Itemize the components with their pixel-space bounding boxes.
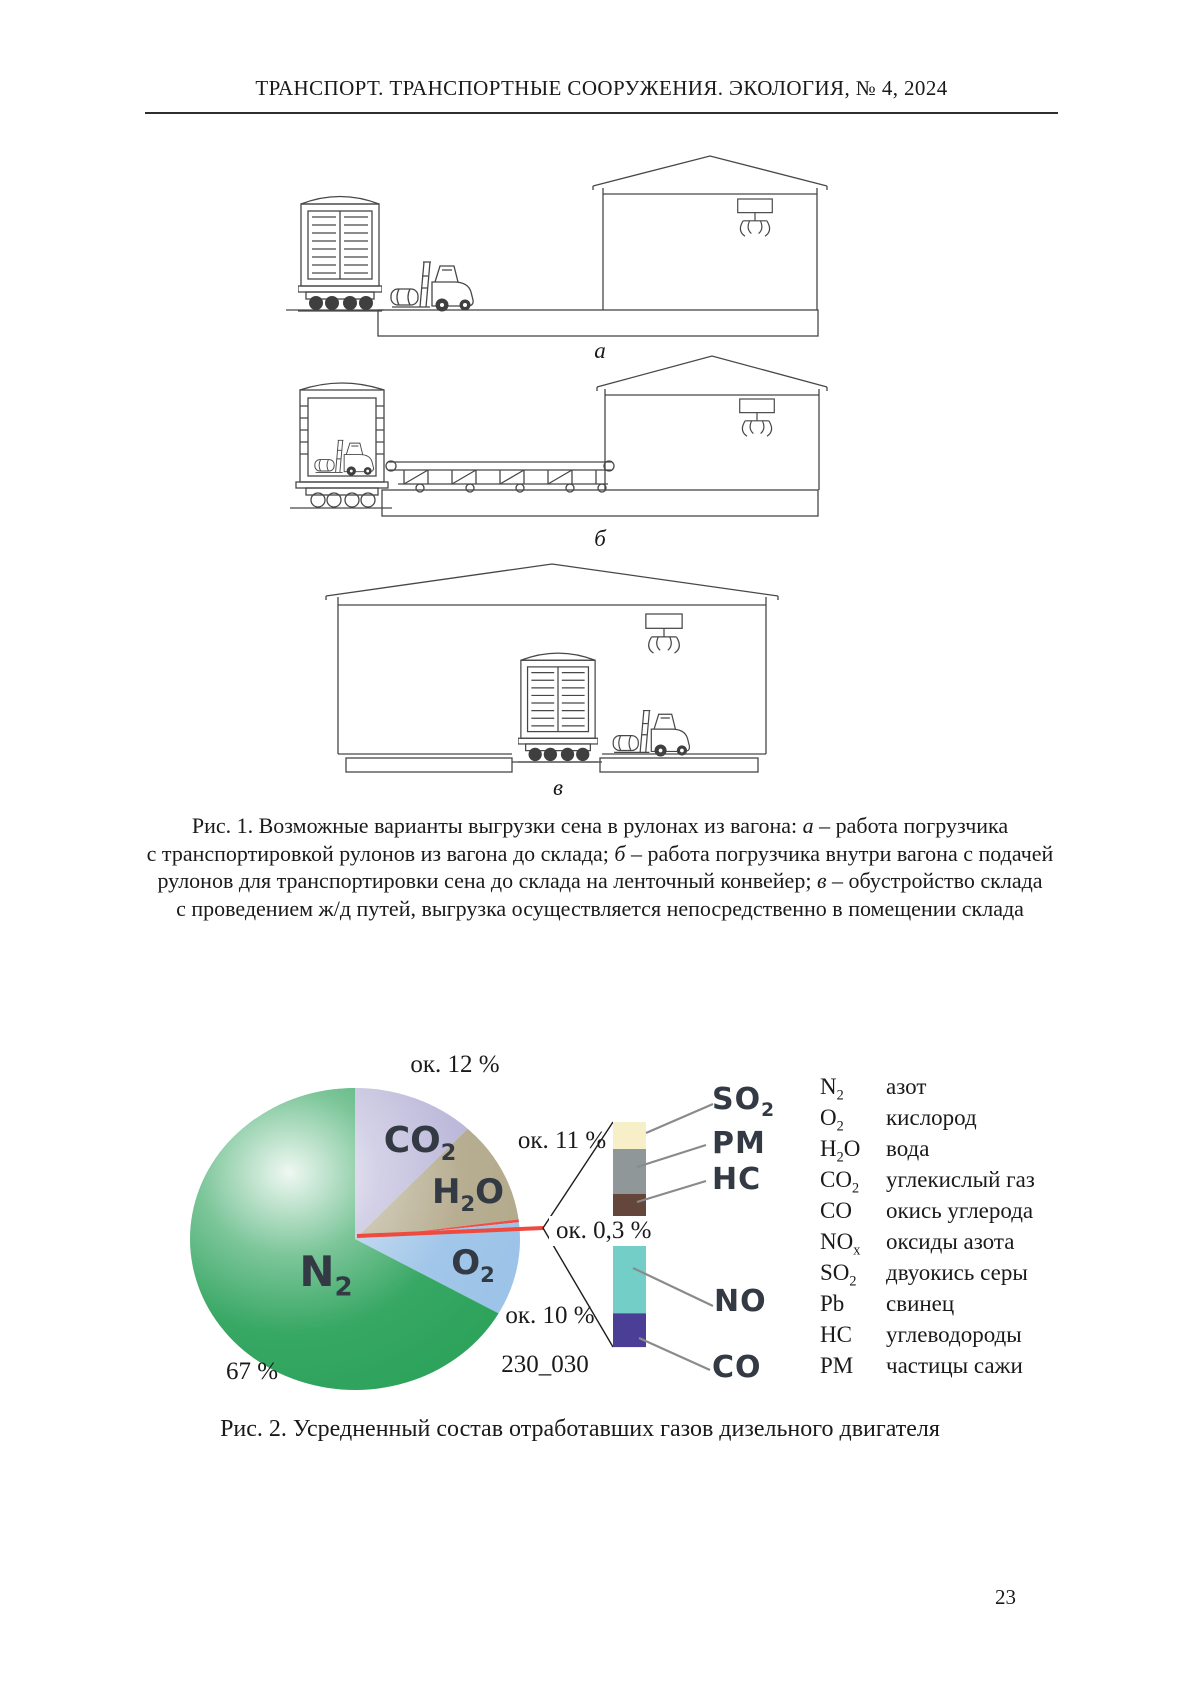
chemical-legend [820,1074,1120,1384]
bar-label-hc: HC [712,1162,762,1197]
legend-name: углеводороды [886,1322,1022,1347]
pie-highlight [190,1088,520,1390]
diagram-v-label: в [553,775,563,800]
pie-label-h2o: $H_2O$ [431,1172,505,1216]
legend-row [820,1260,1120,1291]
bar-segment [613,1122,646,1149]
legend-formula: $H_2O$ [820,1136,861,1166]
overhead-grab-icon [738,199,773,236]
pie-label-co2: $CO_2$ [383,1120,457,1167]
legend-row [820,1291,1120,1322]
legend-formula: $NO_x$ [820,1229,861,1259]
pie-value-co2: ок. 12 % [410,1051,500,1078]
legend-formula: HC [820,1322,852,1347]
legend-name: углекислый газ [886,1167,1035,1192]
caption-line: Рис. 1. Возможные варианты выгрузки сена в рулонах из вагона: а – работа погрузчика [191,813,1009,838]
legend-row [820,1074,1120,1105]
railway-wagon-open [290,383,392,508]
legend-formula: PM [820,1353,854,1378]
page-number: 23 [995,1585,1016,1609]
legend-row [820,1136,1120,1167]
diagram-a-drawing [0,150,1200,362]
bar-segment [613,1313,646,1347]
legend-name: частицы сажи [886,1353,1023,1378]
figure1-caption [115,812,1085,922]
figure2-caption: Рис. 2. Усредненный состав отработавших газов дизельного двигателя [220,1416,940,1442]
belt-conveyor [386,461,614,492]
forklift-with-hay-roll [391,262,473,312]
legend-formula: Pb [820,1291,845,1316]
diagram-b-label: б [594,526,606,551]
warehouse [597,356,827,490]
pie-value-other: ок. 0,3 % [549,1216,658,1246]
platform [378,310,818,336]
legend-name: окись углерода [886,1198,1034,1223]
bar-label-co: CO [712,1350,762,1385]
diagram-v-drawing [0,555,1200,795]
caption-line: с транспортировкой рулонов из вагона до склада; б – работа погрузчика внутри вагона с подачей [146,840,1054,866]
legend-formula: $SO_2$ [820,1260,857,1290]
overhead-grab-icon [740,399,775,436]
pie-value-o2: ок. 10 % [505,1302,595,1329]
forklift-with-hay-roll [613,711,689,757]
bar-label-so2: $SO_2$ [712,1082,776,1121]
legend-name: свинец [886,1291,955,1316]
caption-line: с проведением ж/д путей, выгрузка осуществляется непосредственно в помещении склада [176,895,1024,921]
legend-row [820,1353,1120,1384]
legend-name: двуокись серы [886,1260,1028,1285]
railway-wagon [518,653,598,762]
caption-line: рулонов для транспортировки сена до склада на ленточный конвейер; в – обустройство склада [157,868,1043,893]
figure2-chart [0,1040,1200,1400]
pie-value-n2: 67 % [225,1358,279,1385]
legend-name: вода [886,1136,930,1161]
overhead-grab-icon [646,614,682,653]
header-rule [145,112,1058,114]
railway-wagon [298,197,382,312]
watermark-text: 230_030 [501,1351,589,1378]
forklift-inside-wagon [315,440,374,475]
pie-label-n2: $N_2$ [299,1247,353,1303]
bar-segment [613,1149,646,1194]
pie-label-o2: $O_2$ [451,1243,495,1287]
pie-value-h2o: ок. 11 % [517,1127,607,1154]
diagram-b-drawing [0,348,1200,553]
legend-name: оксиды азота [886,1229,1015,1254]
legend-row [820,1322,1120,1353]
legend-name: кислород [886,1105,977,1130]
legend-row [820,1229,1120,1260]
legend-formula: $N_2$ [820,1074,844,1104]
diagram-a-label: а [594,338,606,363]
warehouse [593,156,827,310]
legend-row [820,1105,1120,1136]
legend-row [820,1167,1120,1198]
bar-label-no: NO [714,1284,767,1319]
journal-header: ТРАНСПОРТ. ТРАНСПОРТНЫЕ СООРУЖЕНИЯ. ЭКОЛОГИЯ, № 4, 2024 [255,76,948,100]
legend-name: азот [886,1074,927,1099]
legend-formula: $CO_2$ [820,1167,860,1197]
legend-formula: $O_2$ [820,1105,844,1135]
legend-formula: CO [820,1198,852,1223]
platform [382,490,818,516]
bar-label-pm: PM [712,1126,766,1161]
legend-row [820,1198,1120,1229]
